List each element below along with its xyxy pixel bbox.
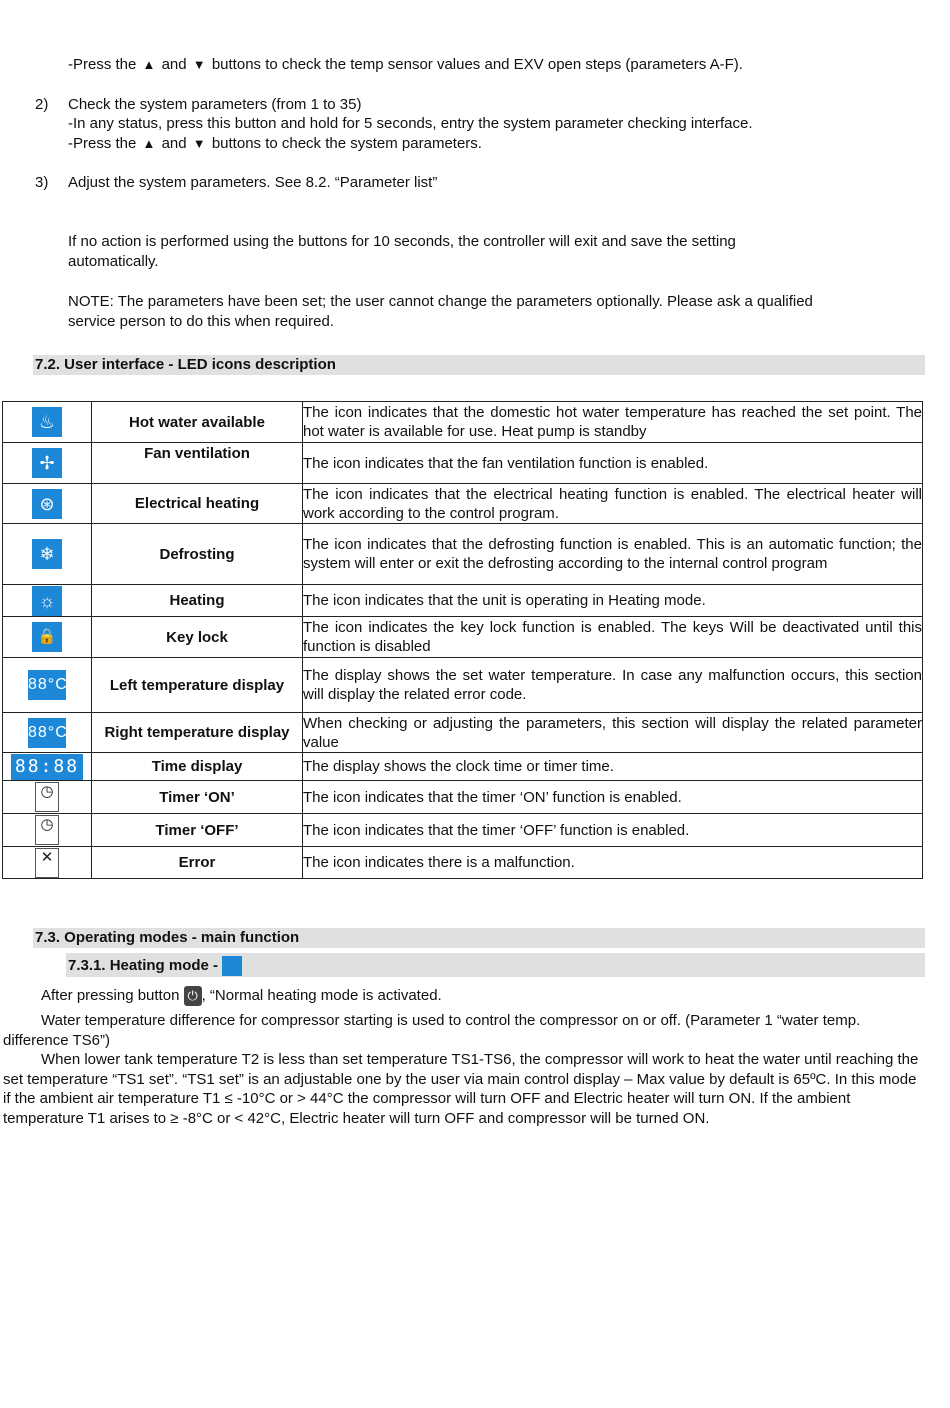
heating-paragraph-1: After pressing button ⏻ , “Normal heating mode is activated. bbox=[3, 986, 923, 1006]
icon-name: Timer ‘ON’ bbox=[92, 781, 303, 814]
heating-paragraph-3: When lower tank temperature T2 is less than set temperature TS1-TS6, the compressor will work to heat the water until reaching the set temperature “TS1 set”. “TS1 set” is an adjustable one by the user via main control display – Max value by default is 65ºC. In this mode if the ambient air temperature T1 ≤ -10°C or > 44°C the compressor will turn OFF and Electric heater will turn ON. If the ambient temperature T1 arises to ≥ -8°C or < 42°C, Electric heater will turn OFF and compressor will be turned ON. bbox=[3, 1051, 919, 1127]
icon-name: Defrosting bbox=[92, 524, 303, 585]
table-row bbox=[3, 443, 923, 484]
item-2-line-1: -In any status, press this button and hold for 5 seconds, entry the system parameter checking interface. bbox=[68, 115, 753, 132]
icon-description: The icon indicates that the defrosting function is enabled. This is an automatic function; the system will enter or exit the defrosting according to the internal control program bbox=[303, 524, 923, 585]
icon-name: Hot water available bbox=[92, 402, 303, 443]
note-text-1: NOTE: The parameters have been set; the user cannot change the parameters optionally. Please ask a qualified bbox=[68, 293, 813, 310]
item-2-number: 2) bbox=[35, 96, 49, 113]
error-tools-icon: ✕ bbox=[35, 848, 59, 878]
icon-description: The icon indicates that the unit is operating in Heating mode. bbox=[303, 585, 923, 617]
up-arrow-icon: ▲ bbox=[142, 136, 156, 151]
icon-name: Time display bbox=[92, 753, 303, 781]
item-3-title: Adjust the system parameters. See 8.2. “Parameter list” bbox=[68, 174, 438, 191]
heating-paragraph-2: Water temperature difference for compressor starting is used to control the compressor on or off. (Parameter 1 “water temp. difference TS6”) bbox=[3, 1012, 861, 1049]
icon-description: The icon indicates that the timer ‘ON’ function is enabled. bbox=[303, 781, 923, 814]
sun-icon: ☼ bbox=[32, 586, 62, 616]
table-row bbox=[3, 658, 923, 713]
table-row bbox=[3, 753, 923, 781]
table-row bbox=[3, 814, 923, 847]
icon-name: Timer ‘OFF’ bbox=[92, 814, 303, 847]
section-7-3-heading: 7.3. Operating modes - main function bbox=[33, 928, 925, 948]
power-button-icon: ⏻ bbox=[184, 986, 202, 1006]
snowflake-icon: ❄ bbox=[32, 539, 62, 569]
lock-icon: 🔒 bbox=[32, 622, 62, 652]
set-temp-display-icon: 88°C bbox=[28, 670, 66, 700]
icon-name: Fan ventilation bbox=[92, 443, 303, 484]
fan-icon: ✢ bbox=[32, 448, 62, 478]
table-row bbox=[3, 847, 923, 879]
table-row bbox=[3, 484, 923, 524]
note-text-2: service person to do this when required. bbox=[68, 313, 334, 330]
table-row bbox=[3, 585, 923, 617]
icon-description: The icon indicates the key lock function is enabled. The keys Will be deactivated until this function is disabled bbox=[303, 617, 923, 658]
table-row bbox=[3, 402, 923, 443]
table-row bbox=[3, 524, 923, 585]
icon-description: The display shows the clock time or timer time. bbox=[303, 753, 923, 781]
no-action-text-1: If no action is performed using the buttons for 10 seconds, the controller will exit and save the setting bbox=[68, 233, 736, 250]
electrical-heating-icon: ⊛ bbox=[32, 489, 62, 519]
table-row bbox=[3, 713, 923, 753]
press-instruction-1: -Press the ▲ and ▼ buttons to check the temp sensor values and EXV open steps (parameters A-F). bbox=[68, 56, 743, 73]
section-7-3-1-heading: 7.3.1. Heating mode - bbox=[66, 953, 925, 977]
up-arrow-icon: ▲ bbox=[142, 57, 156, 72]
hot-water-icon: ♨ bbox=[32, 407, 62, 437]
clock-display-icon: 88:88 bbox=[11, 754, 83, 780]
timer-off-icon: ◷ bbox=[35, 815, 59, 845]
icon-name: Heating bbox=[92, 585, 303, 617]
down-arrow-icon: ▼ bbox=[192, 57, 206, 72]
icon-description: The icon indicates there is a malfunction. bbox=[303, 847, 923, 879]
icon-name: Left temperature display bbox=[92, 658, 303, 713]
section-7-2-heading: 7.2. User interface - LED icons description bbox=[33, 355, 925, 375]
water-temp-display-icon: 88°C bbox=[28, 718, 66, 748]
timer-on-icon: ◷ bbox=[35, 782, 59, 812]
table-row bbox=[3, 781, 923, 814]
icon-name: Electrical heating bbox=[92, 484, 303, 524]
icon-name: Error bbox=[92, 847, 303, 879]
icon-description: The icon indicates that the domestic hot water temperature has reached the set point. The hot water is available for use. Heat pump is standby bbox=[303, 402, 923, 443]
icon-name: Key lock bbox=[92, 617, 303, 658]
led-icons-table bbox=[2, 401, 923, 879]
no-action-text-2: automatically. bbox=[68, 253, 159, 270]
sun-icon bbox=[222, 956, 242, 976]
item-3-number: 3) bbox=[35, 174, 49, 191]
table-row bbox=[3, 617, 923, 658]
item-2-title: Check the system parameters (from 1 to 35) bbox=[68, 96, 362, 113]
icon-name: Right temperature display bbox=[92, 713, 303, 753]
down-arrow-icon: ▼ bbox=[192, 136, 206, 151]
press-instruction-2: -Press the ▲ and ▼ buttons to check the system parameters. bbox=[68, 135, 482, 152]
icon-description: When checking or adjusting the parameters, this section will display the related parameter value bbox=[303, 714, 922, 751]
icon-description: The display shows the set water temperature. In case any malfunction occurs, this section will display the related error code. bbox=[303, 658, 923, 713]
icon-description: The icon indicates that the fan ventilation function is enabled. bbox=[303, 443, 923, 484]
icon-description: The icon indicates that the timer ‘OFF’ function is enabled. bbox=[303, 814, 923, 847]
icon-description: The icon indicates that the electrical heating function is enabled. The electrical heater will work according to the control program. bbox=[303, 485, 922, 522]
